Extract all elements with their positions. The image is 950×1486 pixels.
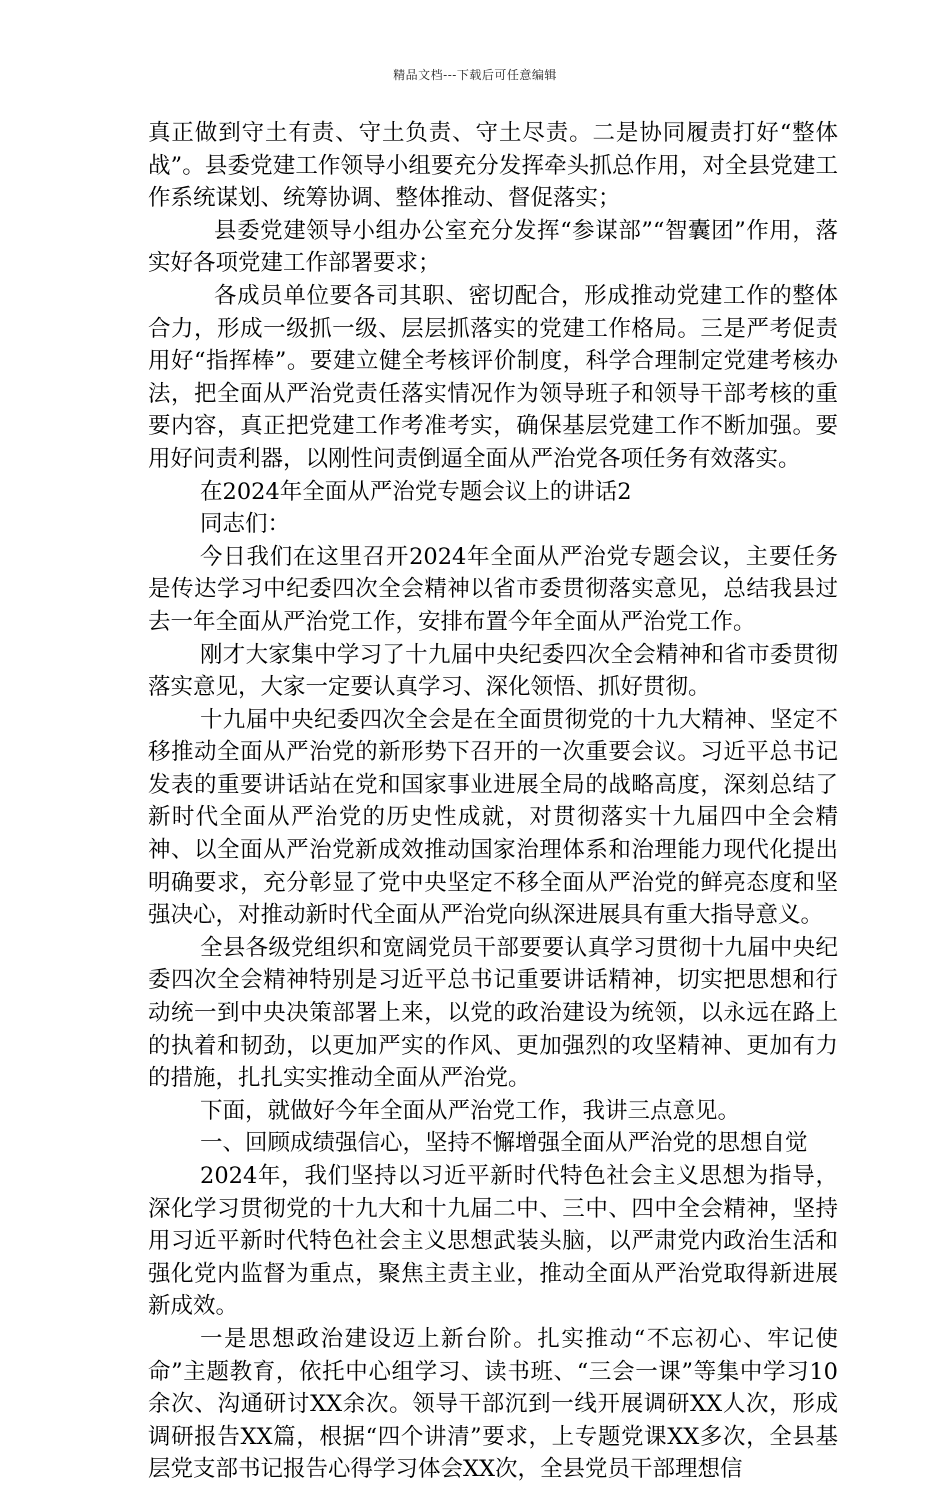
paragraph: 2024年，我们坚持以习近平新时代特色社会主义思想为指导，深化学习贯彻党的十九大和十九届二中、三中、四中全会精神，坚持用习近平新时代特色社会主义思想武装头脑，以严肃党内政治生活和强化党内监督为重点，聚焦主责主业，推动全面从严治党取得新进展新成效。 (148, 1163, 838, 1320)
paragraph: 全县各级党组织和宽阔党员干部要要认真学习贯彻十九届中央纪委四次全会精神特别是习近平总书记重要讲话精神，切实把思想和行动统一到中央决策部署上来，以党的政治建设为统领，以永远在路上的执着和韧劲，以更加严实的作风、更加强烈的攻坚精神、更加有力的措施，扎扎实实推动全面从严治党。 (148, 934, 838, 1092)
page-header: 精品文档---下载后可任意编辑 (393, 68, 557, 82)
paragraph: 十九届中央纪委四次全会是在全面贯彻党的十九大精神、坚定不移推动全面从严治党的新形势下召开的一次重要会议。习近平总书记发表的重要讲话站在党和国家事业进展全局的战略高度，深刻总结了新时代全面从严治党的历史性成就，对贯彻落实十九届四中全会精神、以全面从严治党新成效推动国家治理体系和治理能力现代化提出明确要求，充分彰显了党中央坚定不移全面从严治党的鲜亮态度和坚强决心，对推动新时代全面从严治党向纵深进展具有重大指导意义。 (148, 706, 838, 929)
paragraph: 刚才大家集中学习了十九届中央纪委四次全会精神和省市委贯彻落实意见，大家一定要认真学习、深化领悟、抓好贯彻。 (148, 641, 838, 701)
paragraph: 今日我们在这里召开2024年全面从严治党专题会议，主要任务是传达学习中纪委四次全会精神以省市委贯彻落实意见，总结我县过去一年全面从严治党工作，安排布置今年全面从严治党工作。 (148, 543, 838, 635)
document-body (148, 117, 838, 1486)
paragraph: 下面，就做好今年全面从严治党工作，我讲三点意见。 (200, 1097, 741, 1124)
paragraph: 各成员单位要各司其职、密切配合，形成推动党建工作的整体合力，形成一级抓一级、层层抓落实的党建工作格局。三是严考促责用好“指挥棒”。要建立健全考核评价制度，科学合理制定党建考核办法，把全面从严治党责任落实情况作为领导班子和领导干部考核的重要内容，真正把党建工作考准考实，确保基层党建工作不断加强。要用好问责利器，以刚性问责倒逼全面从严治党各项任务有效落实。 (148, 282, 838, 472)
paragraph: 真正做到守土有责、守土负责、守土尽责。二是协同履责打好“整体战”。县委党建工作领导小组要充分发挥牵头抓总作用，对全县党建工作系统谋划、统筹协调、整体推动、督促落实； (148, 120, 838, 212)
speech-title: 在2024年全面从严治党专题会议上的讲话2 (200, 478, 632, 505)
section-heading: 一、回顾成绩强信心，坚持不懈增强全面从严治党的思想自觉 (200, 1130, 808, 1157)
paragraph: 一是思想政治建设迈上新台阶。扎实推动“不忘初心、牢记使命”主题教育，依托中心组学习、读书班、“三会一课”等集中学习10余次、沟通研讨XX余次。领导干部沉到一线开展调研XX人次，形成调研报告XX篇，根据“四个讲清”要求，上专题党课XX多次，全县基层党支部书记报告心得学习体会XX次，全县党员干部理想信 (148, 1325, 838, 1483)
paragraph: 县委党建领导小组办公室充分发挥“参谋部”“智囊团”作用，落实好各项党建工作部署要求； (148, 217, 838, 277)
salutation: 同志们： (200, 511, 291, 538)
